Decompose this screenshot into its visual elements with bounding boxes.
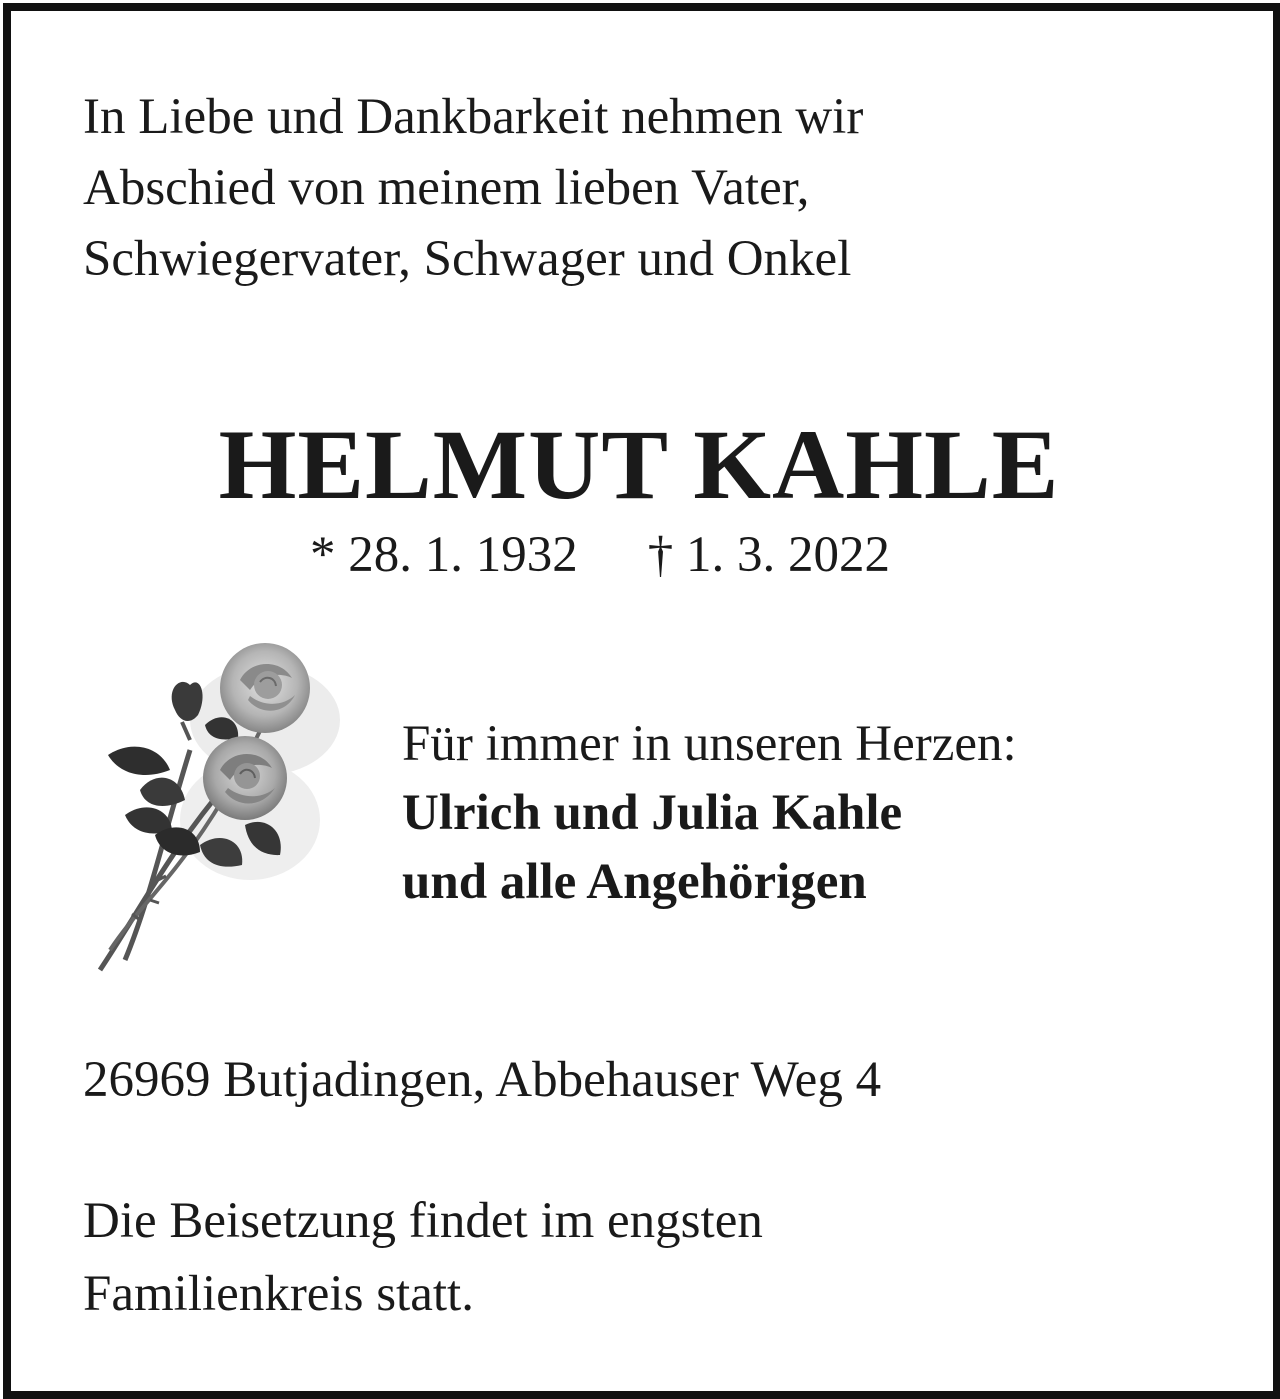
mourners-block <box>402 710 1017 917</box>
roses-icon <box>80 630 350 990</box>
intro-line: Schwiegervater, Schwager und Onkel <box>83 231 852 287</box>
birth-date: * 28. 1. 1932 <box>310 527 578 583</box>
intro-line: In Liebe und Dankbarkeit nehmen wir <box>83 89 864 145</box>
intro-text <box>83 82 863 295</box>
funeral-line: Familienkreis statt. <box>83 1266 474 1322</box>
life-dates <box>310 520 890 590</box>
mourners-intro: Für immer in unseren Herzen: <box>402 716 1017 772</box>
mourners-line: und alle Angehörigen <box>402 854 867 910</box>
deceased-name: HELMUT KAHLE <box>218 409 1060 520</box>
funeral-notice <box>83 1185 763 1331</box>
address: 26969 Butjadingen, Abbehauser Weg 4 <box>83 1052 882 1108</box>
death-date: † 1. 3. 2022 <box>647 527 890 583</box>
intro-line: Abschied von meinem lieben Vater, <box>83 160 810 216</box>
funeral-line: Die Beisetzung findet im engsten <box>83 1193 763 1249</box>
mourners-line: Ulrich und Julia Kahle <box>402 785 903 841</box>
